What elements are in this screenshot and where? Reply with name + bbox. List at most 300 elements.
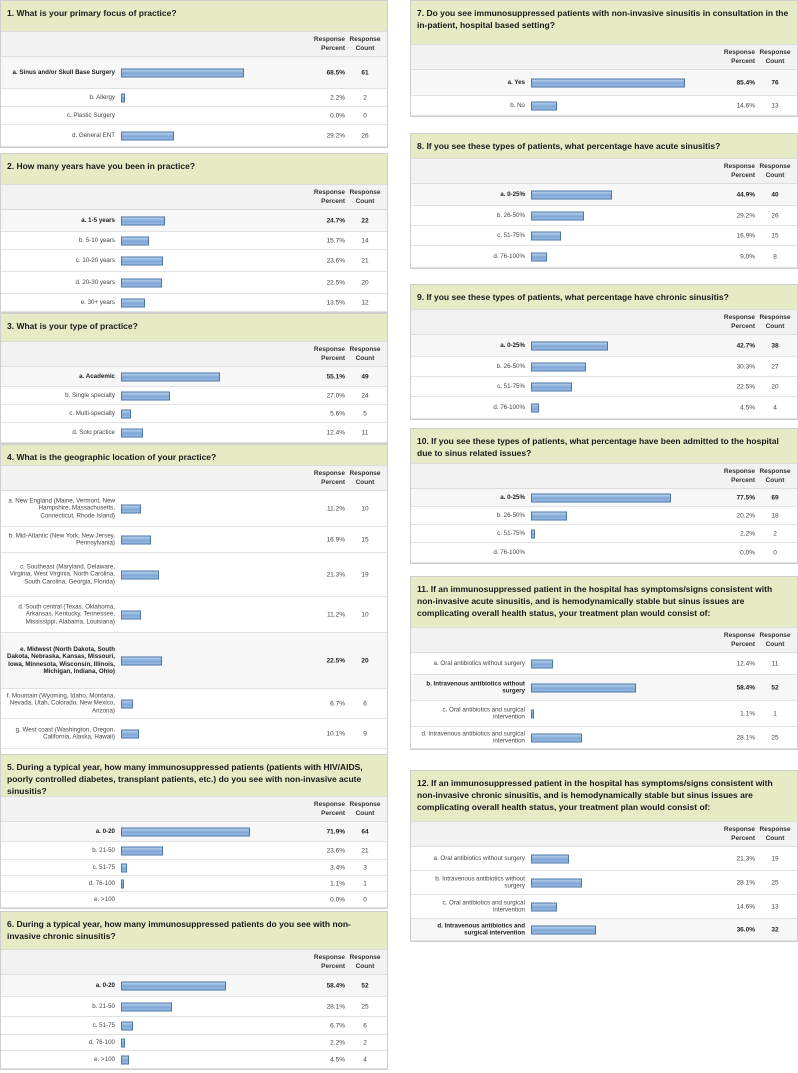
option-label: b. 26-50% xyxy=(496,511,525,519)
response-count: 24 xyxy=(361,392,369,399)
question-title: 3. What is your type of practice? xyxy=(1,314,387,341)
question-title: 8. If you see these types of patients, what percentage have acute sinusitis? xyxy=(411,134,797,158)
response-count-header: Response Count xyxy=(759,468,791,484)
response-bar xyxy=(121,535,151,544)
table-row xyxy=(411,675,797,701)
response-percent: 21.3% xyxy=(326,571,345,578)
option-label: f. Mountain (Wyoming, Idaho, Montana, Nevada, Utah, Colorado, New Mexico, Arizona) xyxy=(6,692,115,715)
response-bar xyxy=(121,409,131,418)
table-row xyxy=(411,357,797,377)
response-percent: 42.7% xyxy=(736,342,755,349)
question-title: 7. Do you see immunosuppressed patients with non-invasive sinusitis in consultation in the in-patient, hospital based setting? xyxy=(411,1,797,44)
response-count-header: Response Count xyxy=(349,801,381,817)
option-label: d. General ENT xyxy=(72,131,115,139)
bar-track xyxy=(531,362,711,371)
table-row xyxy=(1,892,387,908)
response-count: 25 xyxy=(361,1003,369,1010)
response-bar xyxy=(121,610,141,619)
response-count-header: Response Count xyxy=(759,49,791,65)
option-label: d. Intravenous antibiotics and surgical intervention xyxy=(421,729,525,745)
response-percent: 0.0% xyxy=(740,549,755,556)
response-bar xyxy=(531,252,547,261)
option-label: c. Southeast (Maryland, Delaware, Virginia, West Virginia, North Carolina, South Carolina, Georgia, Florida) xyxy=(9,563,115,586)
response-bar xyxy=(531,878,582,887)
response-percent: 5.6% xyxy=(330,410,345,417)
bar-track xyxy=(121,610,301,619)
response-count: 10 xyxy=(361,611,369,618)
response-bar xyxy=(121,372,220,381)
table-row xyxy=(411,184,797,206)
response-percent: 6.7% xyxy=(330,1022,345,1029)
question-title: 12. If an immunosuppressed patient in the hospital has symptoms/signs consistent with non-invasive chronic sinusitis, and is hemodynamically stable but sinus issues are complicating overall health status, your treatment plan would consist of: xyxy=(411,771,797,821)
bar-track xyxy=(531,493,711,502)
response-bar xyxy=(531,511,567,520)
response-count: 20 xyxy=(361,657,369,664)
response-percent: 68.5% xyxy=(326,69,345,76)
question-block-11 xyxy=(410,576,798,750)
bar-track xyxy=(121,391,301,400)
option-label: d. 76-100% xyxy=(493,403,525,411)
bar-track xyxy=(121,428,301,437)
response-percent: 28.1% xyxy=(736,879,755,886)
option-label: b. 26-50% xyxy=(496,211,525,219)
response-percent: 44.9% xyxy=(736,191,755,198)
table-row xyxy=(1,997,387,1017)
response-percent: 21.3% xyxy=(736,855,755,862)
table-header xyxy=(1,465,387,491)
bar-track xyxy=(531,252,711,261)
bar-track xyxy=(121,846,301,855)
response-percent: 0.0% xyxy=(330,896,345,903)
response-bar xyxy=(531,362,586,371)
bar-track xyxy=(121,895,301,904)
option-label: g. West coast (Washington, Oregon, California, Alaska, Hawaii) xyxy=(15,725,115,741)
response-bar xyxy=(531,733,582,742)
response-bar xyxy=(121,236,149,245)
response-count: 27 xyxy=(771,363,779,370)
question-title: 1. What is your primary focus of practice? xyxy=(1,1,387,31)
table-row xyxy=(1,553,387,597)
option-label: a. 0-25% xyxy=(500,190,525,198)
response-count: 19 xyxy=(771,855,779,862)
table-row xyxy=(411,727,797,749)
response-bar xyxy=(531,101,557,110)
response-bar xyxy=(531,709,534,718)
option-label: a. Oral antibiotics without surgery xyxy=(433,659,525,667)
table-row xyxy=(1,367,387,387)
bar-track xyxy=(531,709,711,718)
response-bar xyxy=(531,190,612,199)
table-row xyxy=(411,895,797,919)
response-bar xyxy=(531,925,596,934)
response-count-header: Response Count xyxy=(349,189,381,205)
bar-track xyxy=(121,570,301,579)
table-row xyxy=(1,689,387,719)
option-label: c. 51-75% xyxy=(497,231,525,239)
bar-track xyxy=(121,1021,301,1030)
response-bar xyxy=(121,93,125,102)
table-header xyxy=(1,341,387,367)
table-row xyxy=(411,489,797,507)
response-count: 25 xyxy=(771,734,779,741)
response-percent: 10.1% xyxy=(326,730,345,737)
option-label: a. 0-20 xyxy=(95,981,115,989)
table-header xyxy=(1,184,387,210)
question-block-9 xyxy=(410,284,798,420)
response-bar xyxy=(121,827,250,836)
response-percent: 58.4% xyxy=(736,684,755,691)
response-percent: 1.1% xyxy=(740,710,755,717)
bar-track xyxy=(121,131,301,140)
response-percent-header: Response Percent xyxy=(723,632,755,648)
response-percent: 22.5% xyxy=(736,383,755,390)
bar-track xyxy=(121,216,301,225)
table-header xyxy=(411,821,797,847)
response-count: 8 xyxy=(773,253,777,260)
response-percent: 2.2% xyxy=(740,530,755,537)
table-row xyxy=(1,491,387,527)
response-count: 15 xyxy=(361,536,369,543)
option-label: b. Intravenous antibiotics without surgery xyxy=(426,679,525,695)
response-percent: 36.0% xyxy=(736,926,755,933)
response-percent: 28.1% xyxy=(736,734,755,741)
response-bar xyxy=(531,902,557,911)
table-row xyxy=(1,405,387,423)
response-percent-header: Response Percent xyxy=(313,189,345,205)
table-row xyxy=(1,423,387,443)
response-count-header: Response Count xyxy=(759,632,791,648)
question-title: 5. During a typical year, how many immunosuppressed patients (patients with HIV/AIDS, poorly controlled diabetes, transplant patients, etc.) do you see with non-invasive acute sinusitis? xyxy=(1,755,387,796)
option-label: e. Midwest (North Dakota, South Dakota, Nebraska, Kansas, Missouri, Iowa, Minnesota, Wisconsin, Illinois, Michigan, Indiana, Ohio) xyxy=(7,645,115,676)
bar-track xyxy=(531,231,711,240)
response-bar xyxy=(531,211,584,220)
response-count: 61 xyxy=(361,69,369,76)
bar-track xyxy=(121,298,301,307)
response-percent: 23.6% xyxy=(326,257,345,264)
bar-track xyxy=(121,535,301,544)
table-row xyxy=(1,387,387,405)
response-count-header: Response Count xyxy=(349,954,381,970)
table-row xyxy=(411,847,797,871)
option-label: b. 21-50 xyxy=(92,1002,115,1010)
response-count: 21 xyxy=(361,257,369,264)
table-row xyxy=(1,822,387,842)
option-label: a. Academic xyxy=(79,372,115,380)
response-count-header: Response Count xyxy=(759,314,791,330)
option-label: d. South central (Texas, Oklahoma, Arkansas, Kentucky, Tennessee, Mississippi, Alabama, Louisiana) xyxy=(18,603,115,626)
response-count: 38 xyxy=(771,342,779,349)
bar-track xyxy=(531,925,711,934)
response-bar xyxy=(121,846,163,855)
table-row xyxy=(411,206,797,226)
response-count: 13 xyxy=(771,102,779,109)
response-percent: 27.0% xyxy=(326,392,345,399)
response-percent: 13.5% xyxy=(326,299,345,306)
table-row xyxy=(1,250,387,272)
response-percent: 12.4% xyxy=(736,660,755,667)
question-block-8 xyxy=(410,133,798,269)
bar-track xyxy=(531,529,711,538)
response-count: 76 xyxy=(771,79,779,86)
table-row xyxy=(411,335,797,357)
table-header xyxy=(411,627,797,653)
table-row xyxy=(411,653,797,675)
question-block-7 xyxy=(410,0,798,117)
table-row xyxy=(1,1017,387,1035)
option-label: a. Sinus and/or Skull Base Surgery xyxy=(12,68,115,76)
response-bar xyxy=(531,683,636,692)
question-block-3 xyxy=(0,313,388,444)
response-bar xyxy=(531,529,535,538)
response-bar xyxy=(121,68,244,77)
response-percent: 24.7% xyxy=(326,217,345,224)
table-row xyxy=(1,527,387,553)
response-bar xyxy=(121,863,127,872)
response-count-header: Response Count xyxy=(759,163,791,179)
response-bar xyxy=(121,570,159,579)
table-row xyxy=(411,226,797,246)
response-bar xyxy=(531,854,569,863)
option-label: b. No xyxy=(510,101,525,109)
bar-track xyxy=(531,78,711,87)
response-count: 4 xyxy=(773,404,777,411)
table-row xyxy=(1,842,387,860)
table-header xyxy=(411,309,797,335)
bar-track xyxy=(121,93,301,102)
response-count: 64 xyxy=(361,828,369,835)
bar-track xyxy=(531,382,711,391)
response-percent: 9.0% xyxy=(740,253,755,260)
table-row xyxy=(411,919,797,941)
response-count: 25 xyxy=(771,879,779,886)
bar-track xyxy=(531,101,711,110)
response-count: 0 xyxy=(773,549,777,556)
response-count: 5 xyxy=(363,410,367,417)
response-percent: 6.7% xyxy=(330,700,345,707)
response-count: 6 xyxy=(363,700,367,707)
option-label: a. 0-20 xyxy=(95,827,115,835)
response-count-header: Response Count xyxy=(349,36,381,52)
option-label: c. 51-75% xyxy=(497,529,525,537)
response-percent: 0.0% xyxy=(330,112,345,119)
table-row xyxy=(1,125,387,147)
response-bar xyxy=(121,981,226,990)
bar-track xyxy=(121,656,301,665)
table-header xyxy=(1,949,387,975)
bar-track xyxy=(531,341,711,350)
option-label: c. Oral antibiotics and surgical intervention xyxy=(442,898,525,914)
response-percent: 55.1% xyxy=(326,373,345,380)
response-count: 32 xyxy=(771,926,779,933)
bar-track xyxy=(531,511,711,520)
response-count: 49 xyxy=(361,373,369,380)
response-count: 11 xyxy=(771,660,779,667)
bar-track xyxy=(531,403,711,412)
bar-track xyxy=(121,1038,301,1047)
bar-track xyxy=(121,504,301,513)
response-bar xyxy=(531,382,572,391)
response-percent: 20.2% xyxy=(736,512,755,519)
question-title: 4. What is the geographic location of your practice? xyxy=(1,445,387,465)
response-bar xyxy=(121,879,124,888)
bar-track xyxy=(121,111,301,120)
table-row xyxy=(1,232,387,250)
question-block-5 xyxy=(0,754,388,909)
response-count: 52 xyxy=(361,982,369,989)
question-block-12 xyxy=(410,770,798,942)
response-bar xyxy=(121,428,143,437)
option-label: d. 76-100 xyxy=(88,1038,115,1046)
option-label: e. >100 xyxy=(94,1055,115,1063)
response-percent: 29.2% xyxy=(736,212,755,219)
response-bar xyxy=(121,216,165,225)
table-row xyxy=(411,525,797,543)
option-label: b. 26-50% xyxy=(496,362,525,370)
table-row xyxy=(411,701,797,727)
response-count: 3 xyxy=(363,864,367,871)
response-count: 13 xyxy=(771,903,779,910)
response-percent-header: Response Percent xyxy=(313,954,345,970)
response-percent-header: Response Percent xyxy=(723,468,755,484)
option-label: c. 51-75% xyxy=(497,382,525,390)
bar-track xyxy=(121,1055,301,1064)
option-label: b. Allergy xyxy=(89,93,115,101)
question-title: 11. If an immunosuppressed patient in the hospital has symptoms/signs consistent with non-invasive acute sinusitis, and is hemodynamically stable but sinus issues are complicating overall health status, your treatment plan would consist of: xyxy=(411,577,797,627)
response-count: 9 xyxy=(363,730,367,737)
response-bar xyxy=(121,1021,133,1030)
option-label: a. 0-25% xyxy=(500,341,525,349)
response-bar xyxy=(121,1055,129,1064)
response-count: 11 xyxy=(361,429,369,436)
table-row xyxy=(1,89,387,107)
question-title: 9. If you see these types of patients, what percentage have chronic sinusitis? xyxy=(411,285,797,309)
response-percent: 29.2% xyxy=(326,132,345,139)
response-percent-header: Response Percent xyxy=(723,163,755,179)
table-row xyxy=(1,860,387,876)
response-bar xyxy=(531,493,671,502)
response-percent: 28.1% xyxy=(326,1003,345,1010)
bar-track xyxy=(531,548,711,557)
response-bar xyxy=(121,1002,172,1011)
table-row xyxy=(1,57,387,89)
response-percent: 16.9% xyxy=(736,232,755,239)
response-count: 19 xyxy=(361,571,369,578)
response-percent: 4.5% xyxy=(330,1056,345,1063)
option-label: d. 76-100% xyxy=(493,548,525,556)
question-block-10 xyxy=(410,428,798,564)
response-bar xyxy=(531,403,539,412)
option-label: d. 76-100 xyxy=(88,879,115,887)
table-row xyxy=(1,597,387,633)
bar-track xyxy=(531,878,711,887)
response-count: 12 xyxy=(361,299,369,306)
bar-track xyxy=(531,902,711,911)
option-label: c. 51-75 xyxy=(92,1021,115,1029)
table-row xyxy=(1,633,387,689)
option-label: c. 51-75 xyxy=(92,863,115,871)
response-bar xyxy=(121,278,162,287)
bar-track xyxy=(121,278,301,287)
response-percent: 30.3% xyxy=(736,363,755,370)
response-percent: 4.5% xyxy=(740,404,755,411)
response-count: 40 xyxy=(771,191,779,198)
response-bar xyxy=(121,729,139,738)
response-bar xyxy=(531,78,685,87)
response-bar xyxy=(531,341,608,350)
bar-track xyxy=(531,659,711,668)
response-percent-header: Response Percent xyxy=(723,826,755,842)
table-row xyxy=(411,70,797,96)
response-percent: 85.4% xyxy=(736,79,755,86)
table-row xyxy=(1,272,387,294)
response-count: 6 xyxy=(363,1022,367,1029)
response-percent: 22.5% xyxy=(326,657,345,664)
response-count: 22 xyxy=(361,217,369,224)
response-percent: 71.9% xyxy=(326,828,345,835)
response-count: 10 xyxy=(361,505,369,512)
response-percent: 77.5% xyxy=(736,494,755,501)
table-row xyxy=(411,397,797,419)
option-label: a. Oral antibiotics without surgery xyxy=(433,854,525,862)
response-bar xyxy=(531,659,553,668)
response-bar xyxy=(121,1038,125,1047)
response-count-header: Response Count xyxy=(349,470,381,486)
option-label: b. Single specialty xyxy=(65,391,115,399)
option-label: d. 20-30 years xyxy=(75,278,115,286)
response-percent-header: Response Percent xyxy=(313,801,345,817)
option-label: b. 5-10 years xyxy=(78,236,115,244)
response-bar xyxy=(121,298,145,307)
bar-track xyxy=(121,879,301,888)
response-percent: 22.5% xyxy=(326,279,345,286)
response-count: 4 xyxy=(363,1056,367,1063)
table-row xyxy=(1,1051,387,1069)
response-percent: 12.4% xyxy=(326,429,345,436)
table-header xyxy=(411,44,797,70)
option-label: c. Plastic Surgery xyxy=(66,111,115,119)
bar-track xyxy=(121,1002,301,1011)
question-block-1 xyxy=(0,0,388,148)
response-percent: 1.1% xyxy=(330,880,345,887)
option-label: b. Mid-Atlantic (New York, New Jersey, Pennsylvania) xyxy=(8,531,115,547)
table-row xyxy=(1,975,387,997)
bar-track xyxy=(121,256,301,265)
bar-track xyxy=(121,827,301,836)
response-count: 0 xyxy=(363,896,367,903)
table-row xyxy=(411,871,797,895)
bar-track xyxy=(121,699,301,708)
table-row xyxy=(1,876,387,892)
response-count: 15 xyxy=(771,232,779,239)
question-title: 10. If you see these types of patients, what percentage have been admitted to the hospital due to sinus related issues? xyxy=(411,429,797,463)
response-bar xyxy=(121,256,163,265)
option-label: a. New England (Maine, Vermont, New Hampshire, Massachusetts, Connecticut, Rhode Island) xyxy=(8,497,115,520)
response-count: 1 xyxy=(773,710,777,717)
response-percent-header: Response Percent xyxy=(313,470,345,486)
option-label: d. Solo practice xyxy=(72,428,115,436)
option-label: c. Oral antibiotics and surgical intervention xyxy=(442,705,525,721)
response-bar xyxy=(121,699,133,708)
response-count: 21 xyxy=(361,847,369,854)
bar-track xyxy=(121,409,301,418)
bar-track xyxy=(121,729,301,738)
table-row xyxy=(1,107,387,125)
response-percent: 58.4% xyxy=(326,982,345,989)
bar-track xyxy=(531,854,711,863)
response-bar xyxy=(121,656,162,665)
table-header xyxy=(411,463,797,489)
option-label: c. Multi-specialty xyxy=(69,409,115,417)
